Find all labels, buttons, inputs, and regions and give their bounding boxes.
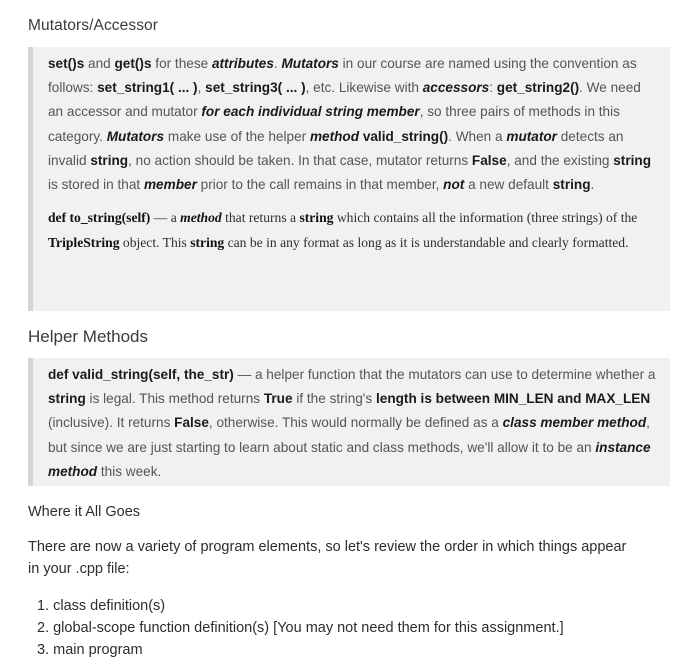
emphasis-text: accessors (422, 80, 490, 96)
text-run: can be in any format as long as it is understandable and clearly formatted. (224, 235, 629, 251)
list-item: 1. class definition(s) (37, 598, 166, 614)
section-heading-helper: Helper Methods (28, 327, 149, 346)
text-run: detects an invalid (48, 128, 624, 168)
emphasis-text: member (143, 177, 197, 193)
emphasis-text: set_string1( ... ) (97, 80, 198, 96)
valid-string-paragraph (48, 358, 658, 484)
emphasis-text: instance method (48, 439, 651, 479)
emphasis-text: string (190, 235, 225, 251)
emphasis-text: False (174, 415, 209, 431)
emphasis-text: method (180, 210, 222, 226)
text-run: make use of the helper (164, 128, 310, 144)
text-run: a new default (464, 177, 553, 193)
text-run: . We need an accessor and mutator (48, 80, 641, 120)
text-run: . (273, 56, 282, 71)
text-run: , and the existing (506, 152, 614, 168)
text-run: if the string's (292, 391, 376, 407)
emphasis-text: string (90, 152, 129, 168)
mutators-paragraph (48, 47, 658, 197)
emphasis-text: set_string3( ... ) (205, 80, 306, 96)
to-string-paragraph (48, 206, 658, 256)
text-run: which contains all the information (three strings) of the (333, 210, 638, 226)
text-run: — a helper function that the mutators can use to determine whether a (233, 367, 656, 382)
emphasis-text: get_string2() (496, 80, 580, 96)
emphasis-text: for each individual string member (201, 104, 420, 120)
section-heading-mutators: Mutators/Accessor (28, 17, 159, 34)
text-run: . (590, 177, 595, 193)
text-run: — a (150, 210, 181, 226)
emphasis-text: valid_string() (362, 128, 449, 144)
emphasis-text: Mutators (281, 56, 339, 71)
text-run: in our course are named using the convention as follows: (48, 56, 637, 96)
text-run: is legal. This method returns (85, 391, 264, 407)
emphasis-text: string (613, 152, 652, 168)
emphasis-text: string (48, 391, 86, 407)
emphasis-text: class member method (502, 415, 647, 431)
emphasis-text: False (471, 152, 507, 168)
emphasis-text: mutator (506, 128, 557, 144)
text-run: is stored in that (48, 177, 144, 193)
emphasis-text: get()s (114, 56, 152, 71)
text-run: , etc. Likewise with (305, 80, 423, 96)
emphasis-text: not (443, 177, 465, 193)
where-intro-paragraph: There are now a variety of program elements, so let's review the order in which things appear in your .cpp file: (28, 539, 627, 577)
emphasis-text: True (263, 391, 293, 407)
text-run: object. This (119, 235, 191, 251)
emphasis-text: TripleString (48, 235, 120, 251)
emphasis-text: string (299, 210, 334, 226)
blockquote-mutators (28, 47, 670, 311)
emphasis-text: Mutators (106, 128, 165, 144)
text-run: , (197, 80, 206, 96)
emphasis-text: method (309, 128, 360, 144)
blockquote-helper (28, 358, 670, 486)
emphasis-text: attributes (211, 56, 274, 71)
emphasis-text: def to_string(self) (48, 210, 151, 226)
text-run: this week. (97, 463, 162, 479)
emphasis-text: length is between MIN_LEN and MAX_LEN (375, 391, 651, 407)
list-item: 2. global-scope function definition(s) [You may not need them for this assignment.] (37, 620, 564, 636)
text-run: , otherwise. This would normally be defined as a (208, 415, 503, 431)
text-run: : (489, 80, 497, 96)
program-order-list (37, 595, 564, 661)
emphasis-text: string (552, 177, 591, 193)
list-item: 3. main program (37, 642, 143, 658)
text-run: , so three pairs of methods in this category. (48, 104, 620, 144)
text-run: , no action should be taken. In that case, mutator returns (128, 152, 472, 168)
text-run: . When a (448, 128, 507, 144)
emphasis-text: def valid_string(self, the_str) (48, 367, 234, 382)
section-heading-where: Where it All Goes (28, 504, 141, 520)
text-run: and (84, 56, 115, 71)
text-run: , but since we are just starting to learn about static and class methods, we'll allow it to be an (48, 415, 650, 455)
text-run: prior to the call remains in that member, (196, 177, 444, 193)
text-run: that returns a (221, 210, 300, 226)
text-run: (inclusive). It returns (48, 415, 175, 431)
text-run: for these (151, 56, 212, 71)
emphasis-text: set()s (48, 56, 85, 71)
